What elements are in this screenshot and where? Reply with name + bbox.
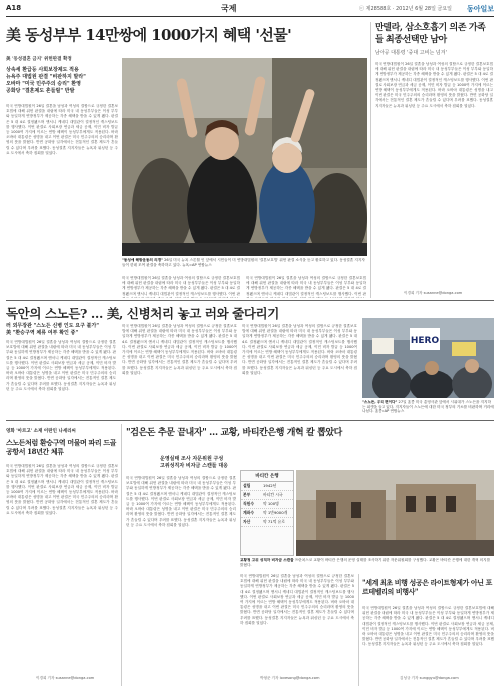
mid-body-col-2: 미국 연방대법원이 26일 결혼을 남성과 여성의 결합으로 규정한 결혼보호법에 대해 위헌 판결을 내림에 따라 미국 내 동성부부들은 이성 부부와 동일하게 연방정부가 제공하는 각종 혜택을 받을 수 있게 됐다. 판결은 5 대 4로 결정됐으며 앤서니 케네디 대법관이 결정적인 캐스팅보트를 행사했다. 이번 판결로 사회보장 연금과 세금 공제, 이민 비자 발급 등 1000여 가지에 이르는 연방 혜택이 동성부부에게도 적용된다. 버락 오바마 대통령은 성명을 내고 이번 판결은 미국 민주주의의 승리라며 환영의 뜻을 밝혔다. 반면 공화당 일각에서는 전통적인 결혼 제도가 흔들릴 수 있다며 우려를 표했다. 동성결혼 지지자들은 뉴욕과 워싱턴 등 주요 도시에서 축하 집회를 열었다. [122, 324, 237, 375]
bottom-left-reporter: 이경희 기자 susanne@donga.com [36, 676, 95, 680]
section-rule-1 [6, 300, 494, 301]
sidebar-byline: 남아공 대통령 '중대 고비는 넘겨' [375, 50, 447, 56]
mid-body-col-3: 미국 연방대법원이 26일 결혼을 남성과 여성의 결합으로 규정한 결혼보호법에 대해 위헌 판결을 내림에 따라 미국 내 동성부부들은 이성 부부와 동일하게 연방정부가 제공하는 각종 혜택을 받을 수 있게 됐다. 판결은 5 대 4로 결정됐으며 앤서니 케네디 대법관이 결정적인 캐스팅보트를 행사했다. 이번 판결로 사회보장 연금과 세금 공제, 이민 비자 발급 등 1000여 가지에 이르는 연방 혜택이 동성부부에게도 적용된다. 버락 오바마 대통령은 성명을 내고 이번 판결은 미국 민주주의의 승리라며 환영의 뜻을 밝혔다. 반면 공화당 일각에서는 전통적인 결혼 제도가 흔들릴 수 있다며 우려를 표했다. 동성결혼 지지자들은 뉴욕과 워싱턴 등 주요 도시에서 축하 집회를 열었다. [242, 324, 357, 375]
mid-photo-caption-text: 27일 홍콩 미국 총영사관 앞에서 시위대가 스노든을 지지하는 피켓을 들고 있다. 지지자들이 스노든에 대한 미국 정부의 기소를 비판하며 거리에 나섰다. [362, 400, 494, 414]
vatican-caption-text: 프란치스코 교황이 바티칸 은행의 운영 실태를 조사하기 위한 자문위원회를 구성했다. 교황은 바티칸 은행에 대한 개혁 의지를 밝혔다. [240, 558, 491, 567]
mid-subheads [6, 323, 116, 337]
bottom-divider-1 [121, 424, 122, 686]
lead-photo [122, 58, 367, 256]
table-row [241, 491, 293, 500]
mid-photo-credit: 홍콩=AP 연합뉴스 [374, 409, 405, 414]
bottom-right-reporter: 김성규 기자 sunggyu@donga.com [400, 676, 459, 680]
mid-subhead: 러 외무장관 "스노든 신병 인도 요구 불가" [6, 323, 99, 329]
vatican-building-photo [296, 470, 494, 556]
header-rule [6, 16, 494, 17]
bottom-right-body: 미국 연방대법원이 26일 결혼을 남성과 여성의 결합으로 규정한 결혼보호법에 대해 위헌 판결을 내림에 따라 미국 내 동성부부들은 이성 부부와 동일하게 연방정부가 제공하는 각종 혜택을 받을 수 있게 됐다. 판결은 5 대 4로 결정됐으며 앤서니 케네디 대법관이 결정적인 캐스팅보트를 행사했다. 이번 판결로 사회보장 연금과 세금 공제, 이민 비자 발급 등 1000여 가지에 이르는 연방 혜택이 동성부부에게도 적용된다. 버락 오바마 대통령은 성명을 내고 이번 판결은 미국 민주주의의 승리라며 환영의 뜻을 밝혔다. 반면 공화당 일각에서는 전통적인 결혼 제도가 흔들릴 수 있다며 우려를 표했다. 동성결혼 지지자들은 뉴욕과 워싱턴 등 주요 도시에서 축하 집회를 열었다. [362, 606, 494, 647]
table-row [241, 500, 293, 509]
issue-meta: ⓒ 제28588호 · 2012년 6월 28일 금요일 [359, 6, 452, 12]
lead-body-col-2: 미국 연방대법원이 26일 결혼을 남성과 여성의 결합으로 규정한 결혼보호법에 대해 위헌 판결을 내림에 따라 미국 내 동성부부들은 이성 부부와 동일하게 연방정부가 제공하는 각종 혜택을 받을 수 있게 됐다. 판결은 5 대 4로 결정됐으며 앤서니 케네디 대법관이 결정적인 캐스팅보트를 행사했다. 이번 판 [122, 276, 240, 296]
bottom-mid-headline: "검은돈 추문 끝내자" … 교황, 바티칸은행 개혁 칼 뽑았다 [126, 428, 342, 438]
lead-body-col-3: 미국 연방대법원이 26일 결혼을 남성과 여성의 결합으로 규정한 결혼보호법에 대해 위헌 판결을 내림에 따라 미국 내 동성부부들은 이성 부부와 동일하게 연방정부가 제공하는 각종 혜택을 받을 수 있게 됐다. 판결은 5 대 4로 결정됐으며 앤서니 케네디 대법관이 결정적인 캐스팅보트를 행사했다. 이번 판 [246, 276, 366, 296]
table-cell-value: 약 71억 유로 [263, 519, 285, 524]
bottom-mid-subhead: 운영실태 조사 자문위원 구성 [160, 456, 224, 462]
bottom-left-kicker: 영화 '아르고' 소재 이란인 나세리씨 [6, 429, 76, 434]
page-header [6, 2, 494, 16]
section-title: 국제 [221, 4, 237, 13]
bottom-right-headline: "세계 최초 비행 성공은 라이트형제가 아닌 포르테벨리의 비행사" [362, 578, 492, 596]
lead-photo-caption-title: "동성애 해방운동의 의경" [122, 258, 163, 262]
bottom-left-headline: 스노든처럼 환승구역 머물며 파리 드골공항서 18년간 체류 [6, 438, 116, 456]
sidebar-divider [370, 22, 371, 298]
protest-photo [362, 318, 494, 398]
bottom-divider-2 [358, 574, 359, 686]
lead-kicker: 美 '동성결혼 금지' 위헌판결 확정 [6, 57, 72, 62]
bottom-mid-subheads [160, 456, 310, 470]
mid-subhead: 美 "환승구역 체류 여부 확인 중" [6, 330, 79, 336]
mid-photo-title: "스노든, 우리 편이다" [362, 400, 398, 404]
lead-subhead: 상속세 환급등 사회보장제도 적용 [6, 67, 79, 73]
bottom-mid-body-col-2: 미국 연방대법원이 26일 결혼을 남성과 여성의 결합으로 규정한 결혼보호법에 대해 위헌 판결을 내림에 따라 미국 내 동성부부들은 이성 부부와 동일하게 연방정부가 제공하는 각종 혜택을 받을 수 있게 됐다. 판결은 5 대 4로 결정됐으며 앤서니 케네디 대법관이 결정적인 캐스팅보트를 행사했다. 이번 판결로 사회보장 연금과 세금 공제, 이민 비자 발급 등 1000여 가지에 이르는 연방 혜택이 동성부부에게도 적용된다. 버락 오바마 대통령은 성명을 내고 이번 판결은 미국 민주주의의 승리라며 환영의 뜻을 밝혔다. 반면 공화당 일각에서는 전통적인 결혼 제도가 흔들릴 수 있다며 우려를 표했다. 동성결혼 지지자들은 뉴욕과 워싱턴 등 주요 도시에서 축하 집회를 열었다. [240, 574, 354, 625]
lead-subhead: 오바마 "미국 민주주의 승리" 환영 [6, 81, 81, 87]
table-cell-label: 직원수 [243, 501, 255, 506]
mid-photo-caption [362, 400, 494, 416]
sidebar-body: 미국 연방대법원이 26일 결혼을 남성과 여성의 결합으로 규정한 결혼보호법에 대해 위헌 판결을 내림에 따라 미국 내 동성부부들은 이성 부부와 동일하게 연방정부가 제공하는 각종 혜택을 받을 수 있게 됐다. 판결은 5 대 4로 결정됐으며 앤서니 케네디 대법관이 결정적인 캐스팅보트를 행사했다. 이번 판결로 사회보장 연금과 세금 공제, 이민 비자 발급 등 1000여 가지에 이르는 연방 혜택이 동성부부에게도 적용된다. 버락 오바마 대통령은 성명을 내고 이번 판결은 미국 민주주의의 승리라며 환영의 뜻을 밝혔다. 반면 공화당 일각에서는 전통적인 결혼 제도가 흔들릴 수 있다며 우려를 표했다. 동성결혼 지지자들은 뉴욕과 워싱턴 등 주요 도시에서 축하 집회를 열었다. [375, 62, 493, 108]
table-cell-label: 본부 [243, 492, 251, 497]
lead-photo-credit: 뉴욕=AP 연합뉴스 [182, 262, 212, 267]
lead-photo-caption-text: 26일 미국 뉴욕 스톤월 인 앞에서 시민들이 미 연방대법원의 '결혼보호법' 위헌 판결 소식을 듣고 환호하고 있다. 동성결혼 지지자들이 한데 모여 판결을 축하하고 있다. [122, 258, 365, 267]
table-cell-value: 1942년 [263, 483, 277, 488]
table-row [241, 482, 293, 491]
table-row [241, 518, 293, 527]
section-rule-2 [6, 420, 494, 421]
bottom-mid-subhead: 고위성직자 비자금 스캔들 대응 [160, 463, 229, 469]
lead-subheads [6, 67, 118, 95]
bottom-left-body: 미국 연방대법원이 26일 결혼을 남성과 여성의 결합으로 규정한 결혼보호법에 대해 위헌 판결을 내림에 따라 미국 내 동성부부들은 이성 부부와 동일하게 연방정부가 제공하는 각종 혜택을 받을 수 있게 됐다. 판결은 5 대 4로 결정됐으며 앤서니 케네디 대법관이 결정적인 캐스팅보트를 행사했다. 이번 판결로 사회보장 연금과 세금 공제, 이민 비자 발급 등 1000여 가지에 이르는 연방 혜택이 동성부부에게도 적용된다. 버락 오바마 대통령은 성명을 내고 이번 판결은 미국 민주주의의 승리라며 환영의 뜻을 밝혔다. 반면 공화당 일각에서는 전통적인 결혼 제도가 흔들릴 수 있다며 우려를 표했다. 동성결혼 지지자들은 뉴욕과 워싱턴 등 주요 도시에서 축하 집회를 열었다. [6, 464, 118, 515]
newspaper-logo: 동아일보 [466, 4, 494, 13]
mid-photo [362, 318, 494, 398]
mid-headline: 독안의 스노든? … 美, 신병처리 놓고 러와 줄다리기 [6, 306, 279, 321]
table-rows [241, 482, 293, 527]
table-cell-value: 약 1만9000개 [263, 510, 288, 515]
bottom-mid-body-col-1: 미국 연방대법원이 26일 결혼을 남성과 여성의 결합으로 규정한 결혼보호법에 대해 위헌 판결을 내림에 따라 미국 내 동성부부들은 이성 부부와 동일하게 연방정부가 제공하는 각종 혜택을 받을 수 있게 됐다. 판결은 5 대 4로 결정됐으며 앤서니 케네디 대법관이 결정적인 캐스팅보트를 행사했다. 이번 판결로 사회보장 연금과 세금 공제, 이민 비자 발급 등 1000여 가지에 이르는 연방 혜택이 동성부부에게도 적용된다. 버락 오바마 대통령은 성명을 내고 이번 판결은 미국 민주주의의 승리라며 환영의 뜻을 밝혔다. 반면 공화당 일각에서는 전통적인 결혼 제도가 흔들릴 수 있다며 우려를 표했다. 동성결혼 지지자들은 뉴욕과 워싱턴 등 주요 도시에서 축하 집회를 열었다. [126, 476, 236, 527]
vatican-caption-title: 교황청 고위 성직자 비자금 스캔들 [240, 558, 294, 562]
sidebar-headline: 만델라, 삼소호흡기 의존 가족들 최종선택만 남아 [375, 23, 486, 45]
table-cell-value: 바티칸 시국 [263, 492, 283, 497]
celebration-photo [122, 58, 367, 256]
lead-subhead: 뉴욕주 대법원 판결 "비판하지 말라" [6, 74, 86, 80]
bottom-mid-reporter: 박형준 기자 lovesong@donga.com [260, 676, 320, 680]
page-number: A18 [6, 4, 22, 12]
vatican-photo-caption [240, 558, 494, 572]
vatican-bank-table [240, 470, 294, 556]
lead-body-col-1: 미국 연방대법원이 26일 결혼을 남성과 여성의 결합으로 규정한 결혼보호법에 대해 위헌 판결을 내림에 따라 미국 내 동성부부들은 이성 부부와 동일하게 연방정부가 제공하는 각종 혜택을 받을 수 있게 됐다. 판결은 5 대 4로 결정됐으며 앤서니 케네디 대법관이 결정적인 캐스팅보트를 행사했다. 이번 판결로 사회보장 연금과 세금 공제, 이민 비자 발급 등 1000여 가지에 이르는 연방 혜택이 동성부부에게도 적용된다. 버락 오바마 대통령은 성명을 내고 이번 판결은 미국 민주주의의 승리라며 환영의 뜻을 밝혔다. 반면 공화당 일각에서는 전통적인 결혼 제도가 흔들릴 수 있다며 우려를 표했다. 동성결혼 지지자들은 뉴욕과 워싱턴 등 주요 도시에서 축하 집회를 열었다. [6, 104, 118, 155]
table-cell-label: 자산 [243, 519, 251, 524]
table-title: 바티칸 은행 [241, 471, 293, 482]
protest-sign-text: HERO [410, 336, 440, 346]
lead-photo-caption [122, 258, 367, 274]
table-row [241, 509, 293, 518]
table-cell-label: 설립 [243, 483, 251, 488]
lead-subhead: 공화당 "결혼제도 흔들릴" 반발 [6, 88, 75, 94]
table-cell-label: 계좌수 [243, 510, 255, 515]
lead-headline: 美 동성부부 14만쌍에 1000가지 혜택 '선물' [6, 26, 292, 44]
sidebar-reporter: 이경희 기자 susanne@donga.com [404, 291, 463, 295]
vatican-photo [296, 470, 494, 556]
mid-body-col-1: 미국 연방대법원이 26일 결혼을 남성과 여성의 결합으로 규정한 결혼보호법에 대해 위헌 판결을 내림에 따라 미국 내 동성부부들은 이성 부부와 동일하게 연방정부가 제공하는 각종 혜택을 받을 수 있게 됐다. 판결은 5 대 4로 결정됐으며 앤서니 케네디 대법관이 결정적인 캐스팅보트를 행사했다. 이번 판결로 사회보장 연금과 세금 공제, 이민 비자 발급 등 1000여 가지에 이르는 연방 혜택이 동성부부에게도 적용된다. 버락 오바마 대통령은 성명을 내고 이번 판결은 미국 민주주의의 승리라며 환영의 뜻을 밝혔다. 반면 공화당 일각에서는 전통적인 결혼 제도가 흔들릴 수 있다며 우려를 표했다. 동성결혼 지지자들은 뉴욕과 워싱턴 등 주요 도시에서 축하 집회를 열었다. [6, 340, 116, 391]
table-cell-value: 약 100명 [263, 501, 279, 506]
